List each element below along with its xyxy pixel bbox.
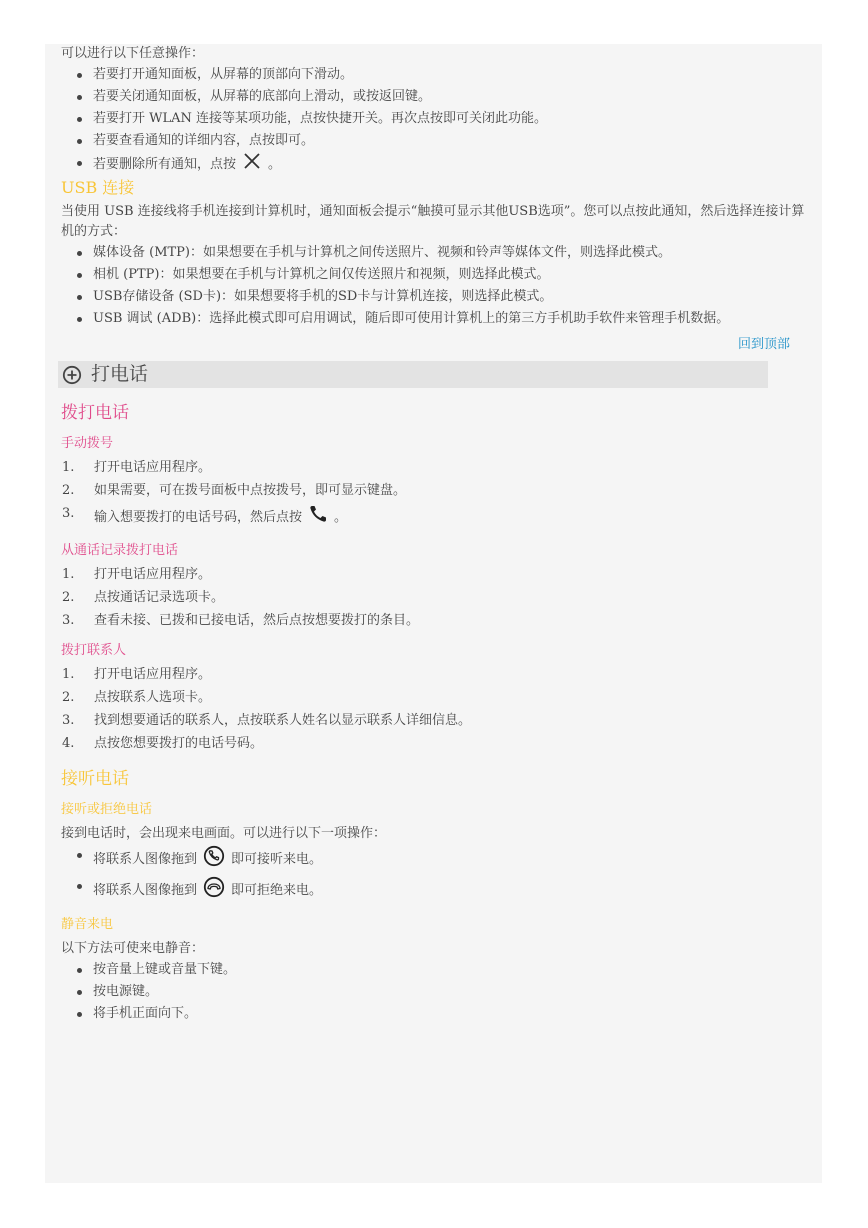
step-number: 1. <box>62 567 75 582</box>
step-text: 打开电话应用程序。 <box>94 667 212 682</box>
list-item: 若要关闭通知面板，从屏幕的底部向上滑动，或按返回键。 <box>61 87 809 107</box>
step-text: 查看未接、已拨和已接电话，然后点按想要拨打的条目。 <box>94 613 420 628</box>
usb-description: 当使用 USB 连接线将手机连接到计算机时，通知面板会提示“触摸可显示其他USB选项”。您可以点按此通知，然后选择连接计算机的方式： <box>61 204 805 239</box>
step-number: 4. <box>62 736 75 751</box>
answer-text: 将联系人图像拖到 <box>93 852 198 867</box>
document-content <box>61 44 809 1026</box>
step-text: 输入想要拨打的电话号码，然后点按 <box>94 510 303 525</box>
section-header-bar[interactable] <box>58 361 768 388</box>
intro-text: 可以进行以下任意操作： <box>61 46 205 61</box>
answer-options-list <box>61 845 809 905</box>
list-item: 若要打开通知面板，从屏幕的顶部向下滑动。 <box>61 65 809 85</box>
section-title: 打电话 <box>91 363 149 385</box>
step-text: 找到想要通话的联系人，点按联系人姓名以显示联系人详细信息。 <box>94 713 472 728</box>
list-item <box>61 845 809 874</box>
step-number: 2. <box>62 690 75 705</box>
manual-dial-steps <box>61 458 809 531</box>
list-item <box>61 734 809 754</box>
list-item: 若要查看通知的详细内容，点按即可。 <box>61 131 809 151</box>
step-number: 3. <box>62 713 75 728</box>
list-item: 媒体设备 (MTP)：如果想要在手机与计算机之间传送照片、视频和铃声等媒体文件，则选择此模式。 <box>61 243 809 263</box>
call-contact-heading: 拨打联系人 <box>61 643 127 658</box>
list-item <box>61 711 809 731</box>
list-item: 若要打开 WLAN 连接等某项功能，点按快捷开关。再次点按即可关闭此功能。 <box>61 109 809 129</box>
usb-heading: USB 连接 <box>61 178 135 197</box>
reject-text: 将联系人图像拖到 <box>93 883 198 898</box>
step-text-end: 。 <box>334 510 348 525</box>
reject-text-end: 即可拒绝来电。 <box>231 883 323 898</box>
step-text: 如果需要，可在拨号面板中点按拨号，即可显示键盘。 <box>94 483 407 498</box>
list-item <box>61 458 809 478</box>
step-text: 打开电话应用程序。 <box>94 567 212 582</box>
step-text: 打开电话应用程序。 <box>94 460 212 475</box>
notification-list <box>61 65 809 176</box>
answer-call-icon <box>203 845 225 874</box>
step-text: 点按通话记录选项卡。 <box>94 590 225 605</box>
step-text: 点按您想要拨打的电话号码。 <box>94 736 264 751</box>
expand-plus-icon[interactable] <box>62 365 82 385</box>
list-item <box>61 876 809 905</box>
list-item <box>61 588 809 608</box>
step-number: 1. <box>62 460 75 475</box>
list-item <box>61 611 809 631</box>
phone-dial-icon <box>308 504 328 531</box>
mute-options-list <box>61 960 809 1024</box>
step-number: 2. <box>62 483 75 498</box>
list-item <box>61 688 809 708</box>
list-item: 按音量上键或音量下键。 <box>61 960 809 980</box>
clear-text-end: 。 <box>268 157 282 172</box>
step-number: 3. <box>62 506 75 521</box>
back-to-top-link[interactable]: 回到顶部 <box>737 337 790 352</box>
usb-mode-list <box>61 243 809 329</box>
answer-call-heading: 接听电话 <box>61 769 129 789</box>
list-item: 将手机正面向下。 <box>61 1004 809 1024</box>
mute-heading: 静音来电 <box>61 917 114 932</box>
reject-call-icon <box>203 876 225 905</box>
call-heading: 拨打电话 <box>61 403 129 423</box>
mute-description: 以下方法可使来电静音： <box>61 941 205 956</box>
list-item <box>61 153 809 176</box>
list-item: 按电源键。 <box>61 982 809 1002</box>
list-item <box>61 504 809 531</box>
list-item: USB 调试 (ADB)：选择此模式即可启用调试，随后即可使用计算机上的第三方手机助手软件来管理手机数据。 <box>61 309 809 329</box>
clear-text: 若要删除所有通知，点按 <box>93 157 237 172</box>
back-to-top-row <box>61 335 790 355</box>
list-item <box>61 565 809 585</box>
step-number: 3. <box>62 613 75 628</box>
step-text: 点按联系人选项卡。 <box>94 690 212 705</box>
list-item <box>61 481 809 501</box>
step-number: 1. <box>62 667 75 682</box>
call-contact-steps <box>61 665 809 754</box>
list-item <box>61 665 809 685</box>
step-number: 2. <box>62 590 75 605</box>
list-item: USB存储设备 (SD卡)：如果想要将手机的SD卡与计算机连接，则选择此模式。 <box>61 287 809 307</box>
answer-description: 接到电话时，会出现来电画面。可以进行以下一项操作： <box>61 826 387 841</box>
list-item: 相机 (PTP)：如果想要在手机与计算机之间仅传送照片和视频，则选择此模式。 <box>61 265 809 285</box>
close-icon <box>242 153 262 176</box>
manual-dial-heading: 手动拨号 <box>61 436 114 451</box>
call-log-steps <box>61 565 809 631</box>
call-log-heading: 从通话记录拨打电话 <box>61 543 179 558</box>
answer-reject-heading: 接听或拒绝电话 <box>61 802 153 817</box>
document-page <box>45 44 822 1183</box>
answer-text-end: 即可接听来电。 <box>231 852 323 867</box>
